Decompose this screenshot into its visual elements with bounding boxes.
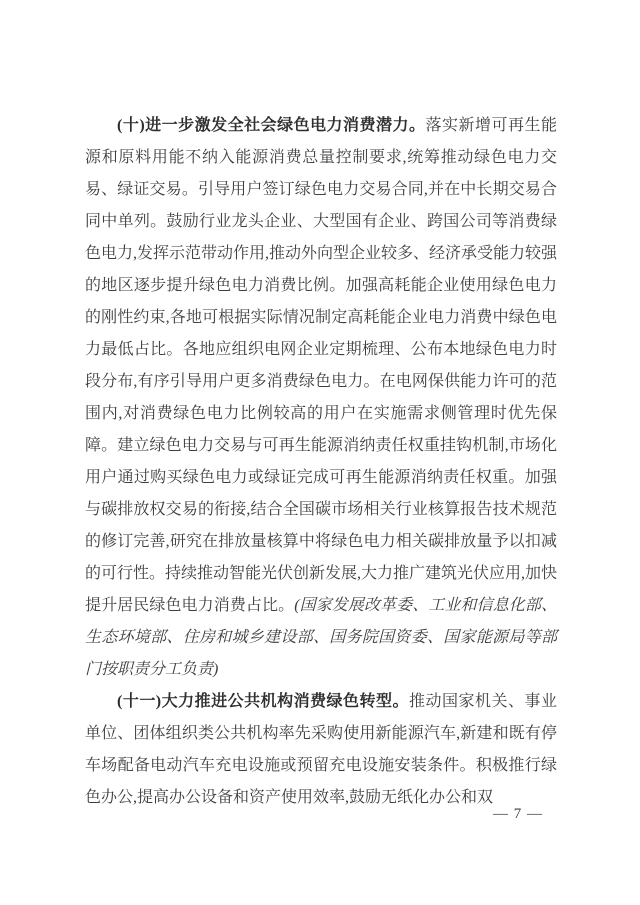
page-number: — 7 — xyxy=(493,806,543,822)
paragraph-ten xyxy=(85,110,557,686)
paragraph-eleven-heading: (十一)大力推进公共机构消费绿色转型。 xyxy=(117,693,410,710)
paragraph-ten-body: 落实新增可再生能源和原料用能不纳入能源消费总量控制要求,统筹推动绿色电力交易、绿证交易。引导用户签订绿色电力交易合同,并在中长期交易合同中单列。鼓励行业龙头企业、大型国有企业、跨国公司等消费绿色电力,发挥示范带动作用,推动外向型企业较多、经济承受能力较强的地区逐步提升绿色电力消费比例。加强高耗能企业使用绿色电力的刚性约束,各地可根据实际情况制定高耗能企业电力消费中绿色电力最低占比。各地应组织电网企业定期梳理、公布本地绿色电力时段分布,有序引导用户更多消费绿色电力。在电网保供能力许可的范围内,对消费绿色电力比例较高的用户在实施需求侧管理时优先保障。建立绿色电力交易与可再生能源消纳责任权重挂钩机制,市场化用户通过购买绿色电力或绿证完成可再生能源消纳责任权重。加强与碳排放权交易的衔接,结合全国碳市场相关行业核算报告技术规范的修订完善,研究在排放量核算中将绿色电力相关碳排放量予以扣减的可行性。持续推动智能光伏创新发展,大力推广建筑光伏应用,加快提升居民绿色电力消费占比。 xyxy=(85,117,558,614)
paragraph-ten-attribution: (国家发展改革委、工业和信息化部、生态环境部、住房和城乡建设部、国务院国资委、国家能源局等部门按职责分工负责) xyxy=(85,597,557,678)
paragraph-ten-heading: (十)进一步激发全社会绿色电力消费潜力。 xyxy=(117,117,426,134)
document-content xyxy=(85,110,557,814)
paragraph-eleven-body: 推动国家机关、事业单位、团体组织类公共机构率先采购使用新能源汽车,新建和既有停车场配备电动汽车充电设施或预留充电设施安装条件。积极推行绿色办公,提高办公设备和资产使用效率,鼓励无纸化办公和双 xyxy=(85,693,557,806)
paragraph-eleven xyxy=(85,686,557,814)
